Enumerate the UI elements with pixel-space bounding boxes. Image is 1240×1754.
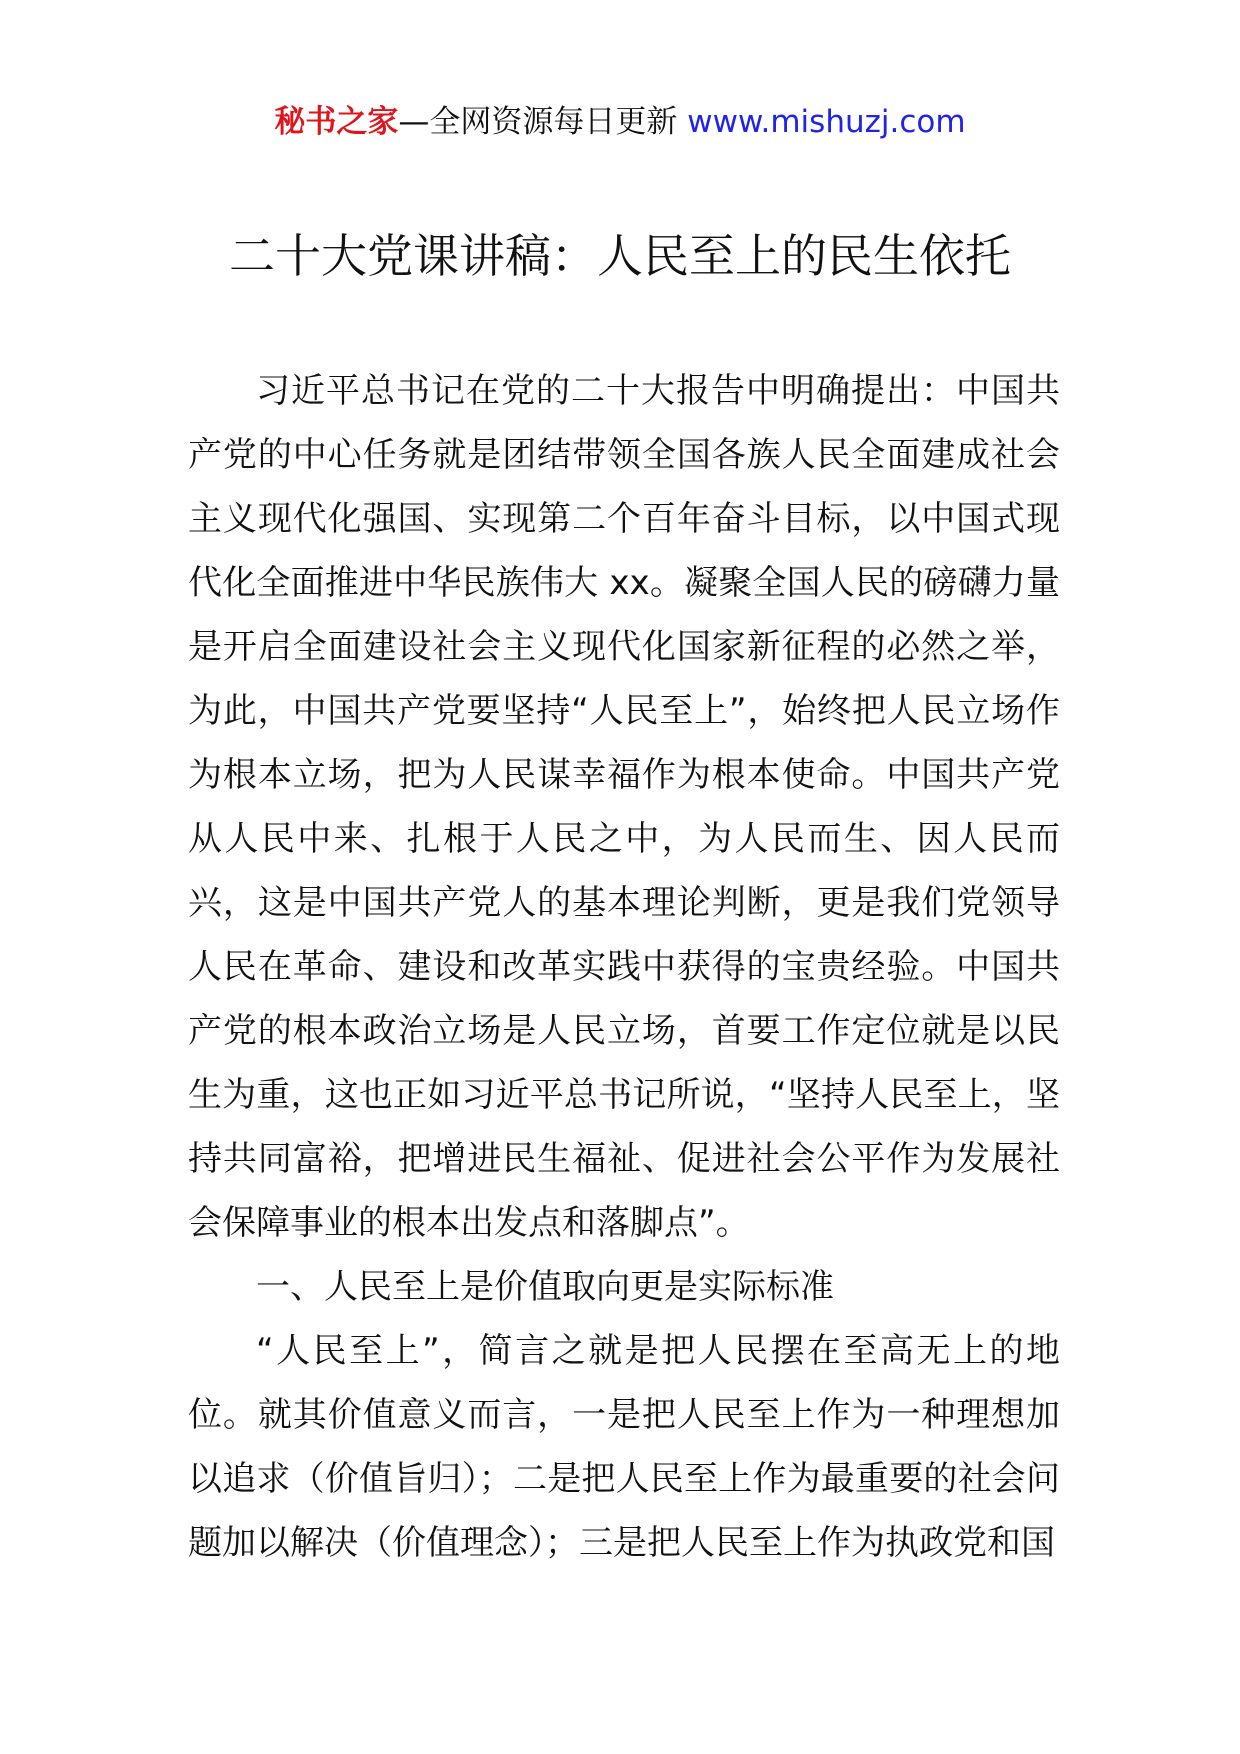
watermark-header — [0, 100, 1240, 144]
website-link[interactable]: www.mishuzj.com — [687, 104, 966, 140]
paragraph: 习近平总书记在党的二十大报告中明确提出：中国共产党的中心任务就是团结带领全国各族人民全面建成社会主义现代化强国、实现第二个百年奋斗目标，以中国式现代化全面推进中华民族伟大 xx。凝聚全国人民的磅礴力量是开启全面建设社会主义现代化国家新征程的必然之举，为此，中国共产党要坚持“人民至上”，始终把人民立场作为根本立场，把为人民谋幸福作为根本使命。中国共产党从人民中来、扎根于人民之中，为人民而生、因人民而兴，这是中国共产党人的基本理论判断，更是我们党领导人民在革命、建设和改革实践中获得的宝贵经验。中国共产党的根本政治立场是人民立场，首要工作定位就是以民生为重，这也正如习近平总书记所说，“坚持人民至上，坚持共同富裕，把增进民生福祉、促进社会公平作为发展社会保障事业的根本出发点和落脚点”。 — [188, 371, 1060, 1243]
document-title: 二十大党课讲稿：人民至上的民生依托 — [229, 229, 1011, 283]
document-body — [188, 359, 1060, 1575]
paragraph: “人民至上”，简言之就是把人民摆在至高无上的地位。就其价值意义而言，一是把人民至上作为一种理想加以追求（价值旨归）；二是把人民至上作为最重要的社会问题加以解决（价值理念）；三是把人民至上作为执政党和国 — [188, 1331, 1060, 1563]
brand-name: 秘书之家 — [274, 104, 399, 140]
header-tagline: —全网资源每日更新 — [398, 104, 678, 140]
section-heading: 一、人民至上是价值取向更是实际标准 — [256, 1267, 834, 1307]
